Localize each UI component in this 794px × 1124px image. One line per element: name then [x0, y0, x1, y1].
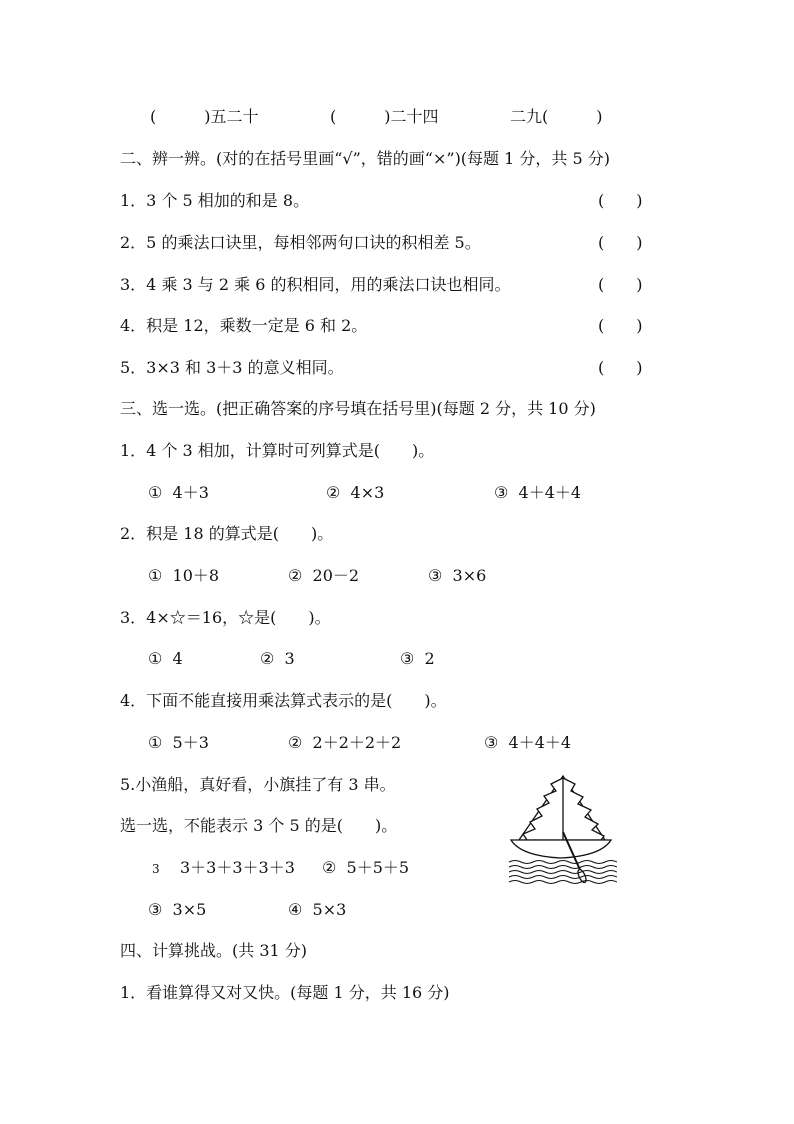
- choice-q1-option-1[interactable]: ① 4＋3: [148, 483, 209, 502]
- choice-q5-line-1: 5.小渔船，真好看，小旗挂了有 3 串。: [120, 775, 396, 794]
- choice-q1-option-2[interactable]: ② 4×3: [326, 483, 385, 502]
- choice-q4: 4．下面不能直接用乘法算式表示的是( )。: [120, 691, 447, 710]
- choice-q4-option-3[interactable]: ③ 4＋4＋4: [484, 733, 572, 752]
- choice-q2-option-3[interactable]: ③ 3×6: [428, 566, 487, 585]
- choice-q1: 1．4 个 3 相加，计算时可列算式是( )。: [120, 441, 435, 460]
- judge-item-3: 3．4 乘 3 与 2 乘 6 的积相同，用的乘法口诀也相同。: [120, 275, 511, 294]
- choice-q2-option-2[interactable]: ② 20－2: [288, 566, 360, 585]
- choice-q3-option-1[interactable]: ① 4: [148, 649, 183, 668]
- choice-q5-option-2[interactable]: ② 5＋5＋5: [322, 858, 410, 877]
- choice-q2: 2．积是 18 的算式是( )。: [120, 524, 334, 543]
- judge-answer-2[interactable]: ( ): [598, 233, 643, 252]
- section-3-title: 三、选一选。(把正确答案的序号填在括号里)(每题 2 分，共 10 分): [120, 399, 596, 418]
- judge-answer-4[interactable]: ( ): [598, 316, 643, 335]
- section-2-title: 二、辨一辨。(对的在括号里画“√”，错的画“×”)(每题 1 分，共 5 分): [120, 149, 610, 168]
- blank-1: ( )五二十: [150, 107, 259, 126]
- choice-q4-option-1[interactable]: ① 5＋3: [148, 733, 209, 752]
- judge-item-4: 4．积是 12，乘数一定是 6 和 2。: [120, 316, 368, 335]
- choice-q5-option-3[interactable]: ③ 3×5: [148, 900, 207, 919]
- judge-answer-3[interactable]: ( ): [598, 275, 643, 294]
- judge-answer-1[interactable]: ( ): [598, 191, 643, 210]
- choice-q3: 3．4×☆＝16，☆是( )。: [120, 608, 331, 627]
- choice-q3-option-3[interactable]: ③ 2: [400, 649, 435, 668]
- choice-q5-option-1-mark: 3: [152, 862, 160, 876]
- choice-q5-line-2: 选一选，不能表示 3 个 5 的是( )。: [120, 816, 398, 835]
- section-4-title: 四、计算挑战。(共 31 分): [120, 941, 308, 960]
- blank-2: ( )二十四: [330, 107, 439, 126]
- choice-q5-option-1[interactable]: 3＋3＋3＋3＋3: [180, 858, 295, 877]
- judge-item-5: 5．3×3 和 3＋3 的意义相同。: [120, 358, 344, 377]
- choice-q1-option-3[interactable]: ③ 4＋4＋4: [494, 483, 582, 502]
- blank-3: 二九( ): [510, 107, 603, 126]
- choice-q5-option-4[interactable]: ④ 5×3: [288, 900, 347, 919]
- judge-item-1: 1．3 个 5 相加的和是 8。: [120, 191, 310, 210]
- calc-q1: 1．看谁算得又对又快。(每题 1 分，共 16 分): [120, 983, 450, 1002]
- choice-q4-option-2[interactable]: ② 2＋2＋2＋2: [288, 733, 402, 752]
- judge-answer-5[interactable]: ( ): [598, 358, 643, 377]
- judge-item-2: 2．5 的乘法口诀里，每相邻两句口诀的积相差 5。: [120, 233, 481, 252]
- choice-q2-option-1[interactable]: ① 10＋8: [148, 566, 220, 585]
- fishing-boat-illustration: [505, 772, 617, 890]
- choice-q3-option-2[interactable]: ② 3: [260, 649, 295, 668]
